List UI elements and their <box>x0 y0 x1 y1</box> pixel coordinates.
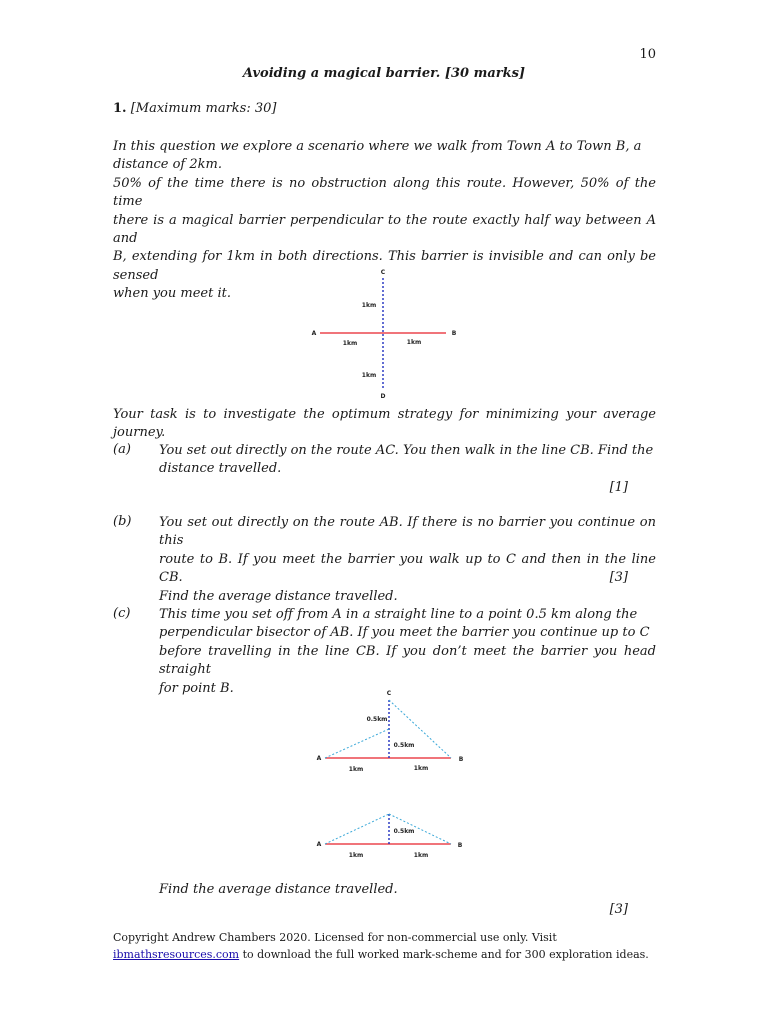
distance-upper-half-label: 0.5km <box>366 716 388 723</box>
question-number: 1. <box>113 101 127 116</box>
intro-line: there is a magical barrier perpendicular to the route exactly half way between A and <box>113 212 656 247</box>
part-c-marks: [3] <box>609 902 628 917</box>
distance-upper-label: 1km <box>361 302 377 309</box>
footer-line-2-text: to download the full worked mark-scheme and for 300 exploration ideas. <box>239 948 649 961</box>
intro-line: B, extending for 1km in both directions. This barrier is invisible and can only be sensed <box>113 249 656 283</box>
intro-line: In this question we explore a scenario where we walk from Town A to Town B, a <box>113 139 642 154</box>
footer-line-1: Copyright Andrew Chambers 2020. Licensed for non-commercial use only. Visit <box>113 931 557 944</box>
part-c-label: (c) <box>113 606 131 621</box>
intro-line: distance of 2km. <box>113 157 222 173</box>
resources-link[interactable]: ibmathsresources.com <box>113 948 240 961</box>
part-c-line: perpendicular bisector of AB. If you meet the barrier you continue up to C <box>159 625 650 641</box>
point-c-label: C <box>386 690 392 697</box>
question-heading <box>113 101 276 116</box>
part-b-line: Find the average distance travelled. <box>159 588 398 604</box>
part-c-line: This time you set off from A in a straight line to a point 0.5 km along the <box>159 607 638 622</box>
distance-right-label: 1km <box>406 339 422 346</box>
point-a-label: A <box>311 330 317 337</box>
distance-right-label: 1km <box>413 852 429 859</box>
intro-line: when you meet it. <box>113 286 231 302</box>
part-b-line: You set out directly on the route AB. If there is no barrier you continue on this <box>159 515 656 549</box>
part-b-label: (b) <box>113 514 132 529</box>
part-c-final-text: Find the average distance travelled. <box>159 882 398 897</box>
part-b-marks: [3] <box>609 570 628 585</box>
point-b-label: B <box>457 842 463 849</box>
barrier-diagram <box>300 262 470 402</box>
part-a-text <box>159 442 656 479</box>
copyright-footer <box>113 929 673 963</box>
part-b-text <box>159 514 656 606</box>
point-c-label: C <box>380 269 386 276</box>
intro-line: 50% of the time there is no obstruction along this route. However, 50% of the time <box>113 175 656 210</box>
part-b-line: route to B. If you meet the barrier you walk up to C and then in the line CB. <box>159 551 656 586</box>
distance-left-label: 1km <box>342 340 358 347</box>
path-c-to-b <box>389 700 451 758</box>
footer-line-2 <box>113 946 673 963</box>
distance-left-label: 1km <box>348 766 364 773</box>
barrier-path-diagram <box>310 686 470 776</box>
point-a-label: A <box>316 755 322 762</box>
path-a-to-midpoint <box>325 729 389 758</box>
distance-right-label: 1km <box>413 765 429 772</box>
part-c-line: before travelling in the line CB. If you don’t meet the barrier you head straight <box>159 643 656 678</box>
part-c-text <box>159 606 656 698</box>
page-title: Avoiding a magical barrier. [30 marks] <box>242 66 526 81</box>
part-a-line: You set out directly on the route AC. You then walk in the line CB. Find the <box>159 443 654 458</box>
part-a-marks: [1] <box>609 480 628 495</box>
question-max-marks: [Maximum marks: 30] <box>130 101 277 116</box>
part-a-line: distance travelled. <box>159 461 282 477</box>
point-b-label: B <box>458 756 464 763</box>
page-number: 10 <box>639 47 656 62</box>
part-c-line: for point B. <box>159 680 234 696</box>
distance-lower-half-label: 0.5km <box>393 742 415 749</box>
part-a-label: (a) <box>113 442 131 457</box>
task-text: Your task is to investigate the optimum strategy for minimizing your average journey. <box>113 407 656 441</box>
distance-left-label: 1km <box>348 852 364 859</box>
path-a-to-point <box>325 814 389 844</box>
point-b-label: B <box>451 330 457 337</box>
distance-height-label: 0.5km <box>393 828 415 835</box>
no-barrier-path-diagram <box>310 806 470 866</box>
point-a-label: A <box>316 841 322 848</box>
point-d-label: D <box>380 393 386 400</box>
distance-lower-label: 1km <box>361 372 377 379</box>
